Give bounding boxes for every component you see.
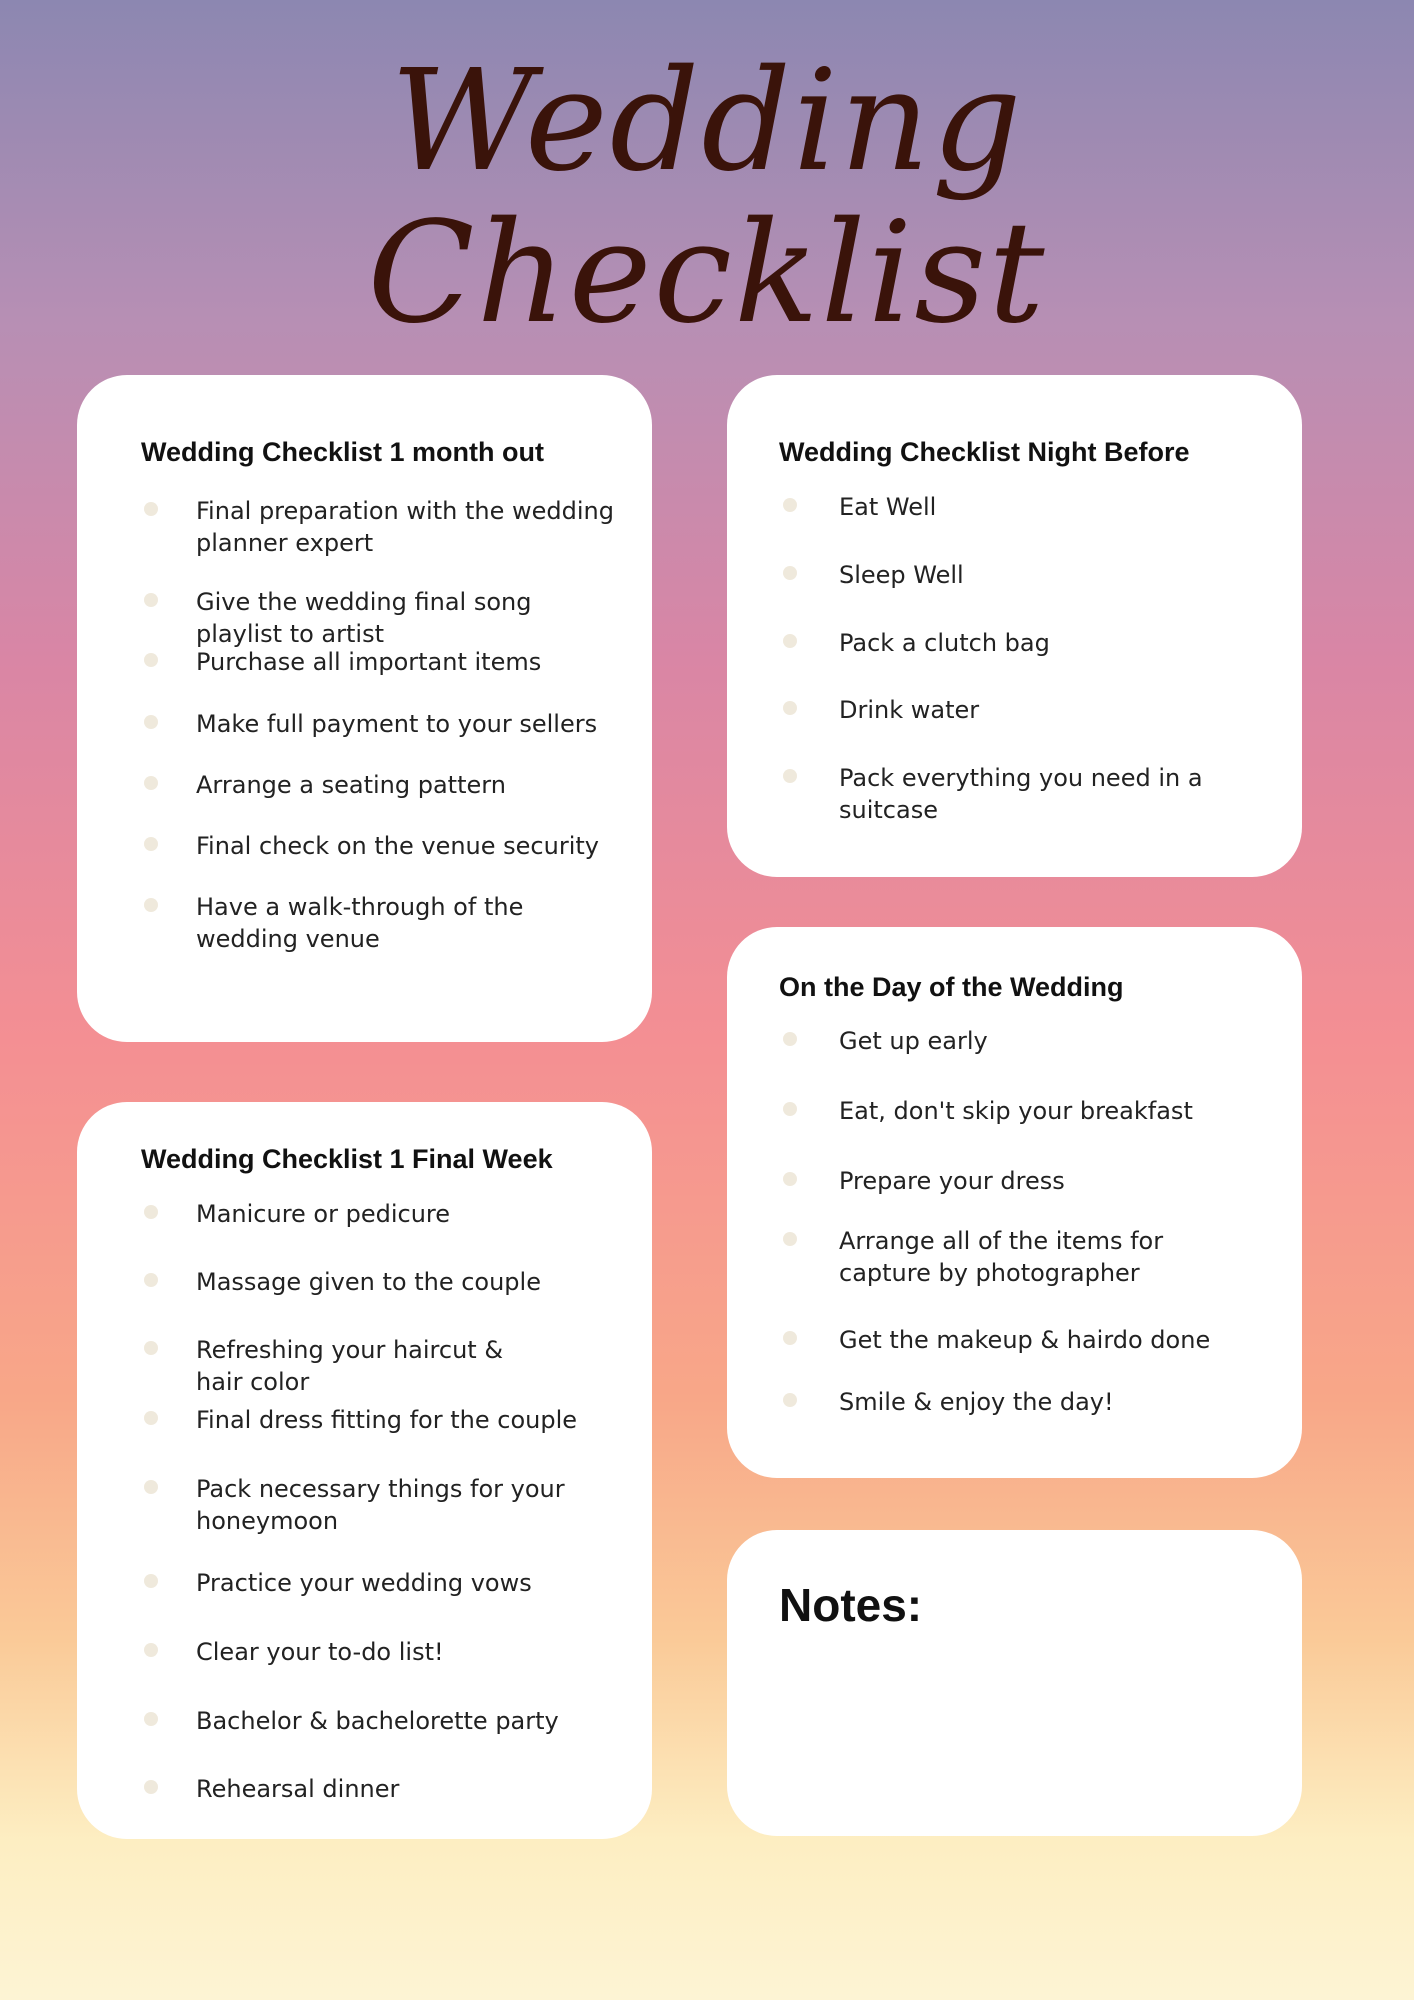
bullet-icon (783, 634, 797, 648)
checklist-item-text: Make full payment to your sellers (196, 710, 598, 738)
card-title: Wedding Checklist 1 Final Week (141, 1144, 553, 1174)
checklist-item-text: Final preparation with the wedding planner expert (196, 497, 614, 557)
checklist-item-text: Eat Well (839, 493, 937, 521)
bullet-icon (783, 1102, 797, 1116)
checklist-item-text: Smile & enjoy the day! (839, 1388, 1114, 1416)
bullet-icon (783, 498, 797, 512)
page-title-line-1: Wedding (390, 40, 1024, 203)
checklist-item-text: Manicure or pedicure (196, 1200, 451, 1228)
bullet-icon (144, 1712, 158, 1726)
checklist-item-text: Pack a clutch bag (839, 629, 1050, 657)
checklist-item-text: Clear your to-do list! (196, 1638, 444, 1666)
bullet-icon (144, 653, 158, 667)
checklist-item-text: Pack necessary things for your honeymoon (196, 1475, 565, 1535)
bullet-icon (783, 769, 797, 783)
checklist-item-text: Give the wedding final song playlist to artist (196, 588, 532, 648)
checklist-item-text: Get the makeup & hairdo done (839, 1326, 1211, 1354)
card-title: Wedding Checklist Night Before (779, 437, 1190, 467)
bullet-icon (144, 502, 158, 516)
card-night-before (727, 375, 1302, 877)
checklist-item-text: Drink water (839, 696, 980, 724)
checklist-item-text: Sleep Well (839, 561, 964, 589)
checklist-item-text: Final check on the venue security (196, 832, 599, 860)
checklist-item-text: Bachelor & bachelorette party (196, 1707, 559, 1735)
card-title: On the Day of the Wedding (779, 972, 1124, 1002)
bullet-icon (144, 1411, 158, 1425)
checklist-item-text: Pack everything you need in a suitcase (839, 764, 1203, 824)
bullet-icon (783, 1393, 797, 1407)
checklist-item-text: Massage given to the couple (196, 1268, 541, 1296)
card-notes (727, 1530, 1302, 1836)
checklist-item-text: Final dress fitting for the couple (196, 1406, 577, 1434)
checklist-item-text: Arrange all of the items for capture by photographer (839, 1227, 1164, 1287)
bullet-icon (144, 1205, 158, 1219)
bullet-icon (144, 1273, 158, 1287)
bullet-icon (144, 593, 158, 607)
bullet-icon (783, 566, 797, 580)
bullet-icon (783, 1331, 797, 1345)
bullet-icon (144, 1480, 158, 1494)
checklist-item-text: Purchase all important items (196, 648, 542, 676)
bullet-icon (144, 1574, 158, 1588)
checklist-item-text: Refreshing your haircut & hair color (196, 1336, 504, 1396)
bullet-icon (144, 1341, 158, 1355)
bullet-icon (783, 701, 797, 715)
checklist-item-text: Prepare your dress (839, 1167, 1065, 1195)
card-wedding-day (727, 927, 1302, 1478)
bullet-icon (144, 1643, 158, 1657)
bullet-icon (144, 1780, 158, 1794)
bullet-icon (144, 715, 158, 729)
page-title-line-2: Checklist (367, 192, 1047, 355)
bullet-icon (144, 776, 158, 790)
checklist-item-text: Rehearsal dinner (196, 1775, 400, 1803)
bullet-icon (144, 898, 158, 912)
checklist-item-text: Practice your wedding vows (196, 1569, 532, 1597)
bullet-icon (783, 1032, 797, 1046)
notes-title: Notes: (779, 1579, 923, 1631)
bullet-icon (144, 837, 158, 851)
checklist-item-text: Arrange a seating pattern (196, 771, 506, 799)
card-title: Wedding Checklist 1 month out (141, 437, 545, 467)
checklist-item-text: Eat, don't skip your breakfast (839, 1097, 1193, 1125)
bullet-icon (783, 1232, 797, 1246)
bullet-icon (783, 1172, 797, 1186)
checklist-item-text: Get up early (839, 1027, 988, 1055)
card-final-week (77, 1102, 652, 1839)
checklist-item-text: Have a walk-through of the wedding venue (196, 893, 524, 953)
card-month-out (77, 375, 652, 1042)
